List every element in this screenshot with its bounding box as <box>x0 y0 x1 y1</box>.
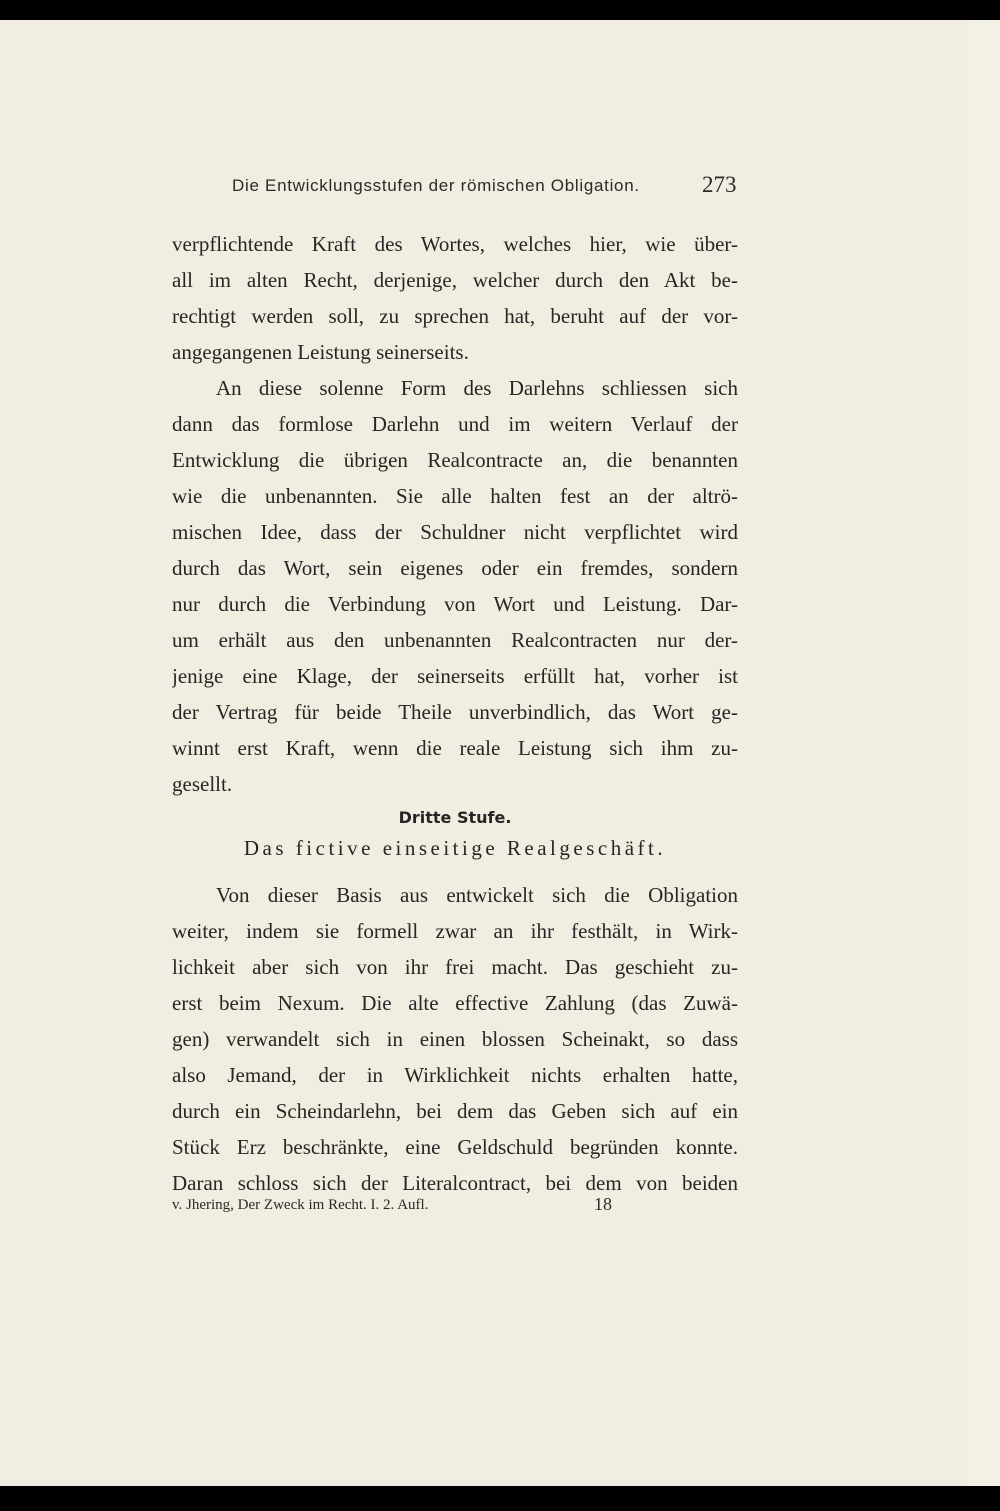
footer-reference: v. Jhering, Der Zweck im Recht. I. 2. Aufl. <box>172 1197 429 1213</box>
text-block-upper <box>172 226 738 802</box>
text-line: um erhält aus den unbenannten Realcontracten nur der- <box>172 628 738 652</box>
text-line: rechtigt werden soll, zu sprechen hat, beruht auf der vor- <box>172 304 738 328</box>
text-line: all im alten Recht, derjenige, welcher durch den Akt be- <box>172 268 738 292</box>
footer-signature: 18 <box>594 1194 612 1214</box>
text-line: verpflichtende Kraft des Wortes, welches hier, wie über- <box>172 232 738 256</box>
text-line: durch das Wort, sein eigenes oder ein fremdes, sondern <box>172 556 738 580</box>
text-line: durch ein Scheindarlehn, bei dem das Geben sich auf ein <box>172 1099 738 1123</box>
scan-edge <box>968 20 1000 1486</box>
text-line: jenige eine Klage, der seinerseits erfüllt hat, vorher ist <box>172 664 738 688</box>
text-line: mischen Idee, dass der Schuldner nicht verpflichtet wird <box>172 520 738 544</box>
text-line: Stück Erz beschränkte, eine Geldschuld begründen konnte. <box>172 1135 738 1159</box>
text-line: lichkeit aber sich von ihr frei macht. Das geschieht zu- <box>172 955 738 979</box>
text-line: gesellt. <box>172 772 233 796</box>
text-line: An diese solenne Form des Darlehns schliessen sich <box>216 376 738 400</box>
text-line: erst beim Nexum. Die alte effective Zahlung (das Zuwä- <box>172 991 738 1015</box>
text-line: gen) verwandelt sich in einen blossen Scheinakt, so dass <box>172 1027 738 1051</box>
text-line: Daran schloss sich der Literalcontract, bei dem von beiden <box>172 1171 738 1195</box>
text-line: Von dieser Basis aus entwickelt sich die Obligation <box>216 883 738 907</box>
text-block-lower <box>172 877 738 1201</box>
section-subheading: Das fictive einseitige Realgeschäft. <box>243 836 667 860</box>
text-line: angegangenen Leistung seinerseits. <box>172 340 469 364</box>
text-line: weiter, indem sie formell zwar an ihr festhält, in Wirk- <box>172 919 738 943</box>
text-line: also Jemand, der in Wirklichkeit nichts erhalten hatte, <box>172 1063 738 1087</box>
text-line: nur durch die Verbindung von Wort und Leistung. Dar- <box>172 592 738 616</box>
page-number: 273 <box>702 172 737 197</box>
text-line: der Vertrag für beide Theile unverbindlich, das Wort ge- <box>172 700 738 724</box>
text-line: wie die unbenannten. Sie alle halten fest an der altrö- <box>172 484 738 508</box>
text-line: dann das formlose Darlehn und im weitern Verlauf der <box>172 412 738 436</box>
section-heading: Dritte Stufe. <box>398 808 512 827</box>
text-line: winnt erst Kraft, wenn die reale Leistung sich ihm zu- <box>172 736 738 760</box>
text-line: Entwicklung die übrigen Realcontracte an, die benannten <box>172 448 738 472</box>
running-header-title: Die Entwicklungsstufen der römischen Obligation. <box>232 176 640 195</box>
